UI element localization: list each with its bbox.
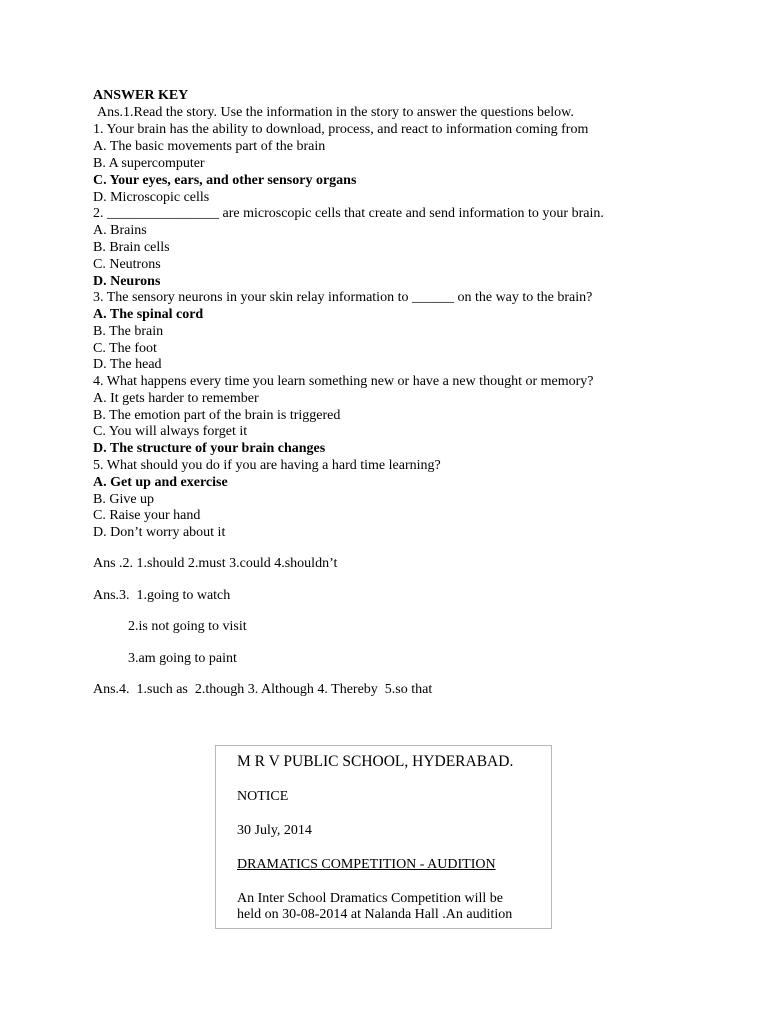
question-3: 3. The sensory neurons in your skin relay information to ______ on the way to the brain? [93,290,593,305]
ans4-line: Ans.4. 1.such as 2.though 3. Although 4. Thereby 5.so that [93,682,433,697]
notice-body-line-1: An Inter School Dramatics Competition will be [237,891,503,906]
q5-option-a-correct: A. Get up and exercise [93,475,228,490]
q1-option-c-correct: C. Your eyes, ears, and other sensory organs [93,173,357,188]
notice-subject: DRAMATICS COMPETITION - AUDITION [237,857,496,872]
ans3-line-2: 2.is not going to visit [128,619,247,634]
ans1-intro: Ans.1.Read the story. Use the information in the story to answer the questions below. [97,105,574,120]
q1-option-a: A. The basic movements part of the brain [93,139,326,154]
q3-option-a-correct: A. The spinal cord [93,307,204,322]
notice-label: NOTICE [237,789,289,804]
q3-option-b: B. The brain [93,324,164,339]
ans3-line-1: Ans.3. 1.going to watch [93,588,231,603]
q4-option-c: C. You will always forget it [93,424,248,439]
answer-key-heading: ANSWER KEY [93,88,189,103]
q3-option-c: C. The foot [93,341,157,356]
question-2: 2. ________________ are microscopic cells that create and send information to your brain. [93,206,604,221]
q2-option-c: C. Neutrons [93,257,161,272]
q4-option-b: B. The emotion part of the brain is triggered [93,408,341,423]
q1-option-b: B. A supercomputer [93,156,205,171]
q4-option-d-correct: D. The structure of your brain changes [93,441,326,456]
q1-option-d: D. Microscopic cells [93,190,210,205]
question-1: 1. Your brain has the ability to download, process, and react to information coming from [93,122,589,137]
notice-body-line-2: held on 30-08-2014 at Nalanda Hall .An audition [237,907,513,922]
q5-option-c: C. Raise your hand [93,508,201,523]
notice-box [215,745,552,929]
ans2-line: Ans .2. 1.should 2.must 3.could 4.shouldn’t [93,556,338,571]
question-5: 5. What should you do if you are having a hard time learning? [93,458,441,473]
q2-option-d-correct: D. Neurons [93,274,161,289]
q2-option-a: A. Brains [93,223,147,238]
q5-option-b: B. Give up [93,492,155,507]
question-4: 4. What happens every time you learn something new or have a new thought or memory? [93,374,594,389]
notice-date: 30 July, 2014 [237,823,312,838]
notice-school-name: M R V PUBLIC SCHOOL, HYDERABAD. [237,753,514,770]
ans3-line-3: 3.am going to paint [128,651,237,666]
q5-option-d: D. Don’t worry about it [93,525,226,540]
q2-option-b: B. Brain cells [93,240,170,255]
q4-option-a: A. It gets harder to remember [93,391,259,406]
q3-option-d: D. The head [93,357,162,372]
